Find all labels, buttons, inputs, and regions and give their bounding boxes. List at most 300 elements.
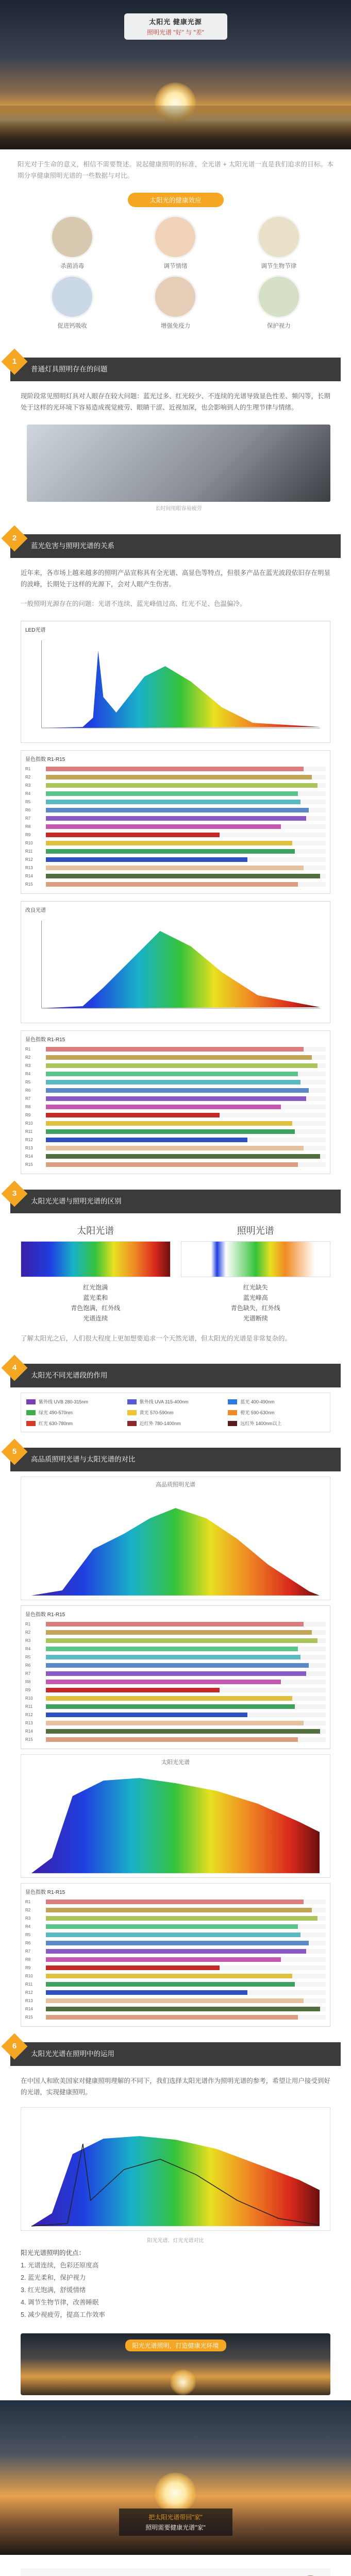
bar-track [46,1965,326,1970]
bar-row [25,1981,326,1988]
bar-row [25,1736,326,1743]
effect-label: 调节生物节律 [261,263,297,269]
section6-paragraph: 在中国人和欧美国家对健康照明理解的不同下，我们选择太阳光谱作为照明光谱的参考，希望让用户接受到好的光谱，实现健康照明。 [21,2077,330,2096]
spectrum-chart-1 [21,621,330,743]
section-number-badge: 4 [2,1355,28,1381]
bar-row [25,1128,326,1135]
bar-label: R11 [25,1129,33,1134]
legend-item [228,1420,325,1427]
section-number-badge: 2 [2,526,28,552]
bar-row [25,1137,326,1143]
spectrum-chart-2 [21,901,330,1023]
effect-label: 保护视力 [266,323,291,329]
legend-label: 红光 630-780nm [39,1421,73,1426]
section-title: 高品质照明光谱与太阳光谱的对比 [31,1455,136,1463]
effect-label: 杀菌消毒 [60,263,85,269]
list-item: 1. 光谱连续，色彩还原度高 [21,2262,99,2269]
bar-row [25,873,326,879]
effect-item [124,275,227,330]
compare-point: 青色缺失，红外线 [230,1304,280,1312]
sun-graphic [155,2472,196,2514]
spectrum-compare [0,1218,351,1329]
bar-track [46,1924,326,1929]
author-card [21,2568,330,2576]
bar-row [25,2006,326,2012]
effect-item [21,275,124,330]
bar-row [25,1923,326,1930]
bar-row [25,1670,326,1677]
bar-track [46,1990,326,1995]
bar-track [46,1957,326,1962]
bar-fill [46,1088,309,1093]
bar-track [46,1680,326,1684]
bar-fill [46,1680,281,1684]
bar-fill [46,816,306,821]
legend-swatch [127,1421,137,1426]
bar-track [46,783,326,788]
bar-track [46,824,326,829]
bar-track [46,1737,326,1742]
bar-track [46,1622,326,1626]
bar-row [25,881,326,888]
spectrum-svg [25,916,326,1019]
bar-fill [46,1949,306,1954]
bar-row [25,832,326,838]
bar-label: R3 [25,1063,31,1068]
bar-row [25,1997,326,2004]
compare-points [21,1282,171,1324]
bar-fill [46,1655,300,1659]
bar-fill [46,808,309,812]
bar-fill [46,1965,220,1970]
bar-fill [46,1105,281,1109]
bar-row [25,790,326,797]
bar-fill [46,1146,304,1150]
bar-row [25,1087,326,1094]
bar-label: R15 [25,882,33,887]
bar-fill [46,1121,292,1126]
bar-fill [46,1138,247,1142]
bar-row [25,1646,326,1652]
bar-row [25,1153,326,1160]
bar-track [46,1908,326,1912]
effect-item [227,275,330,330]
bar-row [25,1940,326,1946]
bars-container [25,1899,326,2021]
compare-point: 红光缺失 [243,1284,268,1291]
bar-fill [46,1908,312,1912]
section1-photos [0,417,351,519]
bar-fill [46,1638,317,1643]
bar-track [46,1949,326,1954]
bar-label: R8 [25,824,31,829]
bar-track [46,816,326,821]
cri-bars-4 [21,1883,330,2027]
bar-label: R10 [25,1121,33,1126]
spectrum-hq-light [21,1477,330,1600]
bar-fill [46,857,247,862]
bar-row [25,1907,326,1913]
bar-fill [46,1072,298,1076]
bar-fill [46,1721,304,1725]
bar-label: R10 [25,1974,33,1978]
closing-line1: 把太阳光谱带回"家" [148,2514,203,2521]
spectrum-svg [25,635,326,738]
bar-track [46,1630,326,1635]
legend-item [228,1409,325,1416]
spectrum-label: 太阳光光谱 [161,1759,190,1766]
list-item: 5. 减少视疲劳，提高工作效率 [21,2311,105,2318]
list-item: 2. 蓝光柔和，保护视力 [21,2274,86,2281]
compare-point: 青色饱满，红外线 [71,1304,121,1312]
bar-label: R10 [25,841,33,845]
banner-text: 阳光光谱照明，打造健康光环境 [125,2340,226,2351]
bar-track [46,1638,326,1643]
effect-item [21,215,124,270]
bar-fill [46,1737,298,1742]
bar-row [25,1931,326,1938]
bar-row [25,2014,326,2021]
bar-track [46,849,326,854]
section-header-6 [10,2042,341,2066]
effect-item [227,215,330,270]
bar-fill [46,1696,292,1701]
bar-label: R11 [25,1704,33,1709]
bar-row [25,1104,326,1110]
bar-track [46,808,326,812]
legend-swatch [228,1410,237,1415]
bar-label: R4 [25,1924,31,1929]
bar-label: R3 [25,1638,31,1643]
bottom-banner [21,2333,330,2395]
bar-label: R1 [25,1047,31,1052]
bar-track [46,841,326,845]
bar-label: R6 [25,1088,31,1093]
bar-fill [46,1113,220,1117]
effect-item [124,215,227,270]
legend-item [127,1398,224,1405]
bar-fill [46,1916,317,1921]
bar-row [25,1054,326,1061]
bar-row [25,1720,326,1726]
photo-caption: 长时间用眼容易疲劳 [155,506,202,512]
bar-track [46,791,326,796]
effect-label: 增强免疫力 [160,323,191,329]
effect-image [257,275,300,318]
bar-label: R14 [25,874,33,878]
bar-label: R6 [25,1941,31,1945]
bar-fill [46,1990,247,1995]
bar-track [46,1154,326,1159]
bar-label: R12 [25,1713,33,1717]
bar-label: R12 [25,857,33,862]
bar-label: R14 [25,2007,33,2011]
bar-track [46,1146,326,1150]
closing-image [0,2400,351,2555]
bar-row [25,1161,326,1168]
section-header-3 [10,1190,341,1213]
section-title: 太阳光光谱在照明中的运用 [31,2050,114,2058]
bar-track [46,1105,326,1109]
bar-row [25,1711,326,1718]
bar-label: R8 [25,1105,31,1109]
legend-swatch [26,1399,36,1404]
bars-title: 显色指数 R1-R15 [25,1612,65,1618]
photo-tired-man [27,425,330,502]
bar-track [46,1663,326,1668]
chart-title: LED光谱 [25,628,46,633]
compare-title: 照明光谱 [237,1226,274,1236]
compare-column-sun [21,1224,171,1324]
closing-line2: 照明需要健康光谱"家" [145,2524,206,2531]
legend-label: 蓝光 400-490nm [240,1399,275,1404]
bar-row [25,1662,326,1669]
bar-label: R14 [25,1154,33,1159]
bar-fill [46,1924,298,1929]
bar-label: R11 [25,849,33,854]
bar-fill [46,1713,247,1717]
bar-fill [46,1671,306,1676]
legend-swatch [228,1399,237,1404]
bar-track [46,1721,326,1725]
legend-item [26,1398,123,1405]
bar-fill [46,1974,292,1978]
bar-label: R14 [25,1729,33,1734]
bar-row [25,782,326,789]
bar-label: R13 [25,1721,33,1725]
legend-swatch [26,1410,36,1415]
bar-track [46,775,326,779]
bar-row [25,1062,326,1069]
closing-card [119,2509,232,2536]
bar-label: R1 [25,767,31,771]
band-legend [21,1393,330,1432]
compare-title: 太阳光谱 [77,1226,114,1236]
bar-label: R12 [25,1138,33,1142]
hero-tag-line2: 照明光谱 "好" 与 "差" [146,29,205,36]
bar-label: R11 [25,1982,33,1987]
bar-track [46,1088,326,1093]
bar-fill [46,866,304,870]
spectrum-sunlight [21,1754,330,1878]
bar-label: R15 [25,1737,33,1742]
bar-label: R4 [25,1647,31,1651]
hero-banner [0,0,351,149]
legend-item [127,1409,224,1416]
effect-image [51,275,94,318]
bar-track [46,1129,326,1134]
legend-swatch [127,1399,137,1404]
bar-label: R9 [25,1688,31,1692]
bar-fill [46,2007,320,2011]
effects-grid [0,212,351,342]
mini-spectrum [21,1241,171,1277]
compare-points [181,1282,331,1324]
effect-image [154,215,197,259]
bar-fill [46,833,220,837]
section-header-1 [10,358,341,381]
bar-track [46,1974,326,1978]
effect-label: 调节情绪 [163,263,188,269]
bar-fill [46,800,300,804]
bar-track [46,1080,326,1084]
bar-fill [46,824,281,829]
bar-fill [46,1096,306,1101]
legend-item [26,1409,123,1416]
bar-track [46,833,326,837]
bar-row [25,848,326,855]
bar-row [25,1973,326,1979]
cri-bars-2 [21,1030,330,1174]
compare-column-lamp [181,1224,331,1324]
bar-track [46,800,326,804]
bar-track [46,1647,326,1651]
bar-track [46,1982,326,1987]
bar-fill [46,841,292,845]
hero-tag [124,13,227,40]
legend-label: 黄光 570-590nm [139,1410,174,1415]
bar-label: R7 [25,816,31,821]
bar-track [46,857,326,862]
bar-fill [46,1900,304,1904]
bar-fill [46,882,298,887]
bar-label: R6 [25,808,31,812]
bar-track [46,1671,326,1676]
bar-track [46,1055,326,1060]
bar-label: R8 [25,1680,31,1684]
bar-label: R3 [25,1916,31,1921]
bar-row [25,1621,326,1628]
bar-track [46,882,326,887]
sun-graphic [170,2369,196,2395]
bar-label: R9 [25,833,31,837]
bar-fill [46,1063,317,1068]
bar-label: R7 [25,1096,31,1101]
bar-track [46,1121,326,1126]
bar-row [25,1687,326,1693]
bar-track [46,1696,326,1701]
section-header-4 [10,1364,341,1387]
bar-label: R4 [25,1072,31,1076]
advantage-list [0,2244,351,2324]
bar-row [25,1112,326,1118]
bar-row [25,1637,326,1644]
bar-label: R12 [25,1990,33,1995]
section-number-badge: 1 [2,349,28,375]
bar-row [25,1964,326,1971]
bar-fill [46,1663,309,1668]
bar-label: R2 [25,1630,31,1635]
bar-row [25,1654,326,1660]
intro-paragraph: 阳光对于生命的意义，相信不需要赘述。说起健康照明的标准，全光谱 + 太阳光谱一直是我们追求的目标。本期分享健康照明光谱的一些数据与对比。 [18,161,333,179]
bar-label: R13 [25,1998,33,2003]
bar-row [25,823,326,830]
bar-fill [46,1933,300,1937]
horizon-graphic [0,106,351,149]
bar-fill [46,874,320,878]
bar-row [25,774,326,781]
bar-fill [46,767,304,771]
legend-label: 近红外 780-1400nm [139,1421,181,1426]
section3-paragraph: 了解太阳光之后，人们很大程度上更加想要追求一个天然光谱，但太阳光的光谱是非常复杂的。 [21,1335,292,1342]
section-header-2 [10,534,341,558]
legend-label: 紫外线 UVB 280-315nm [39,1399,89,1404]
section-title: 普通灯具照明存在的问题 [31,365,108,373]
legend-item [228,1398,325,1405]
bar-fill [46,783,317,788]
bars-title: 显色指数 R1-R15 [25,1890,65,1895]
bar-track [46,767,326,771]
bar-row [25,1095,326,1102]
section2-paragraph-1: 近年来，各市场上越来越多的照明产品宣称具有全光谱、高显色等特点，但很多产品在蓝光波段依旧存在明显的波峰，长期处于这样的光源下，会对人眼产生伤害。 [21,569,330,588]
bar-track [46,1941,326,1945]
bar-label: R7 [25,1671,31,1676]
bar-track [46,1704,326,1709]
bar-track [46,1933,326,1937]
bar-track [46,2007,326,2011]
bars-container [25,766,326,888]
bar-fill [46,1957,281,1962]
bar-track [46,1113,326,1117]
bar-row [25,1915,326,1922]
list-item: 3. 红光饱满，舒缓情绪 [21,2286,86,2294]
bar-track [46,1655,326,1659]
spectrum-comparison-chart [21,2107,330,2231]
bar-fill [46,2015,298,2020]
bar-track [46,1916,326,1921]
bar-fill [46,1729,320,1734]
bar-row [25,807,326,814]
bars-container [25,1046,326,1168]
legend-item [127,1420,224,1427]
compare-point: 红光饱满 [83,1284,108,1291]
bar-label: R9 [25,1113,31,1117]
bar-label: R5 [25,1655,31,1659]
bar-fill [46,1622,304,1626]
legend-label: 橙光 590-630nm [240,1410,275,1415]
bar-fill [46,1162,298,1167]
bar-label: R1 [25,1622,31,1626]
chart-title: 改良光谱 [25,908,46,913]
bars-title: 显色指数 R1-R15 [25,1037,65,1043]
bar-label: R3 [25,783,31,788]
bar-row [25,865,326,871]
bar-track [46,1998,326,2003]
bar-row [25,1679,326,1685]
bar-label: R13 [25,1146,33,1150]
bar-track [46,1072,326,1076]
legend-label: 绿光 490-570nm [39,1410,73,1415]
bar-fill [46,791,298,796]
effect-image [51,215,94,259]
section-number-badge: 6 [2,2033,28,2060]
chart-caption: 阳光光谱、灯光光谱对比 [147,2238,204,2244]
bar-row [25,1046,326,1053]
bar-label: R10 [25,1696,33,1701]
legend-swatch [127,1410,137,1415]
bar-fill [46,1704,295,1709]
legend-label: 紫外线 UVA 315-400nm [139,1399,189,1404]
bar-row [25,1728,326,1735]
bar-track [46,1096,326,1101]
legend-item [26,1420,123,1427]
bar-fill [46,1129,295,1134]
legend-swatch [228,1421,237,1426]
bar-row [25,1989,326,1996]
bar-label: R1 [25,1900,31,1904]
bar-track [46,1713,326,1717]
bar-track [46,1729,326,1734]
